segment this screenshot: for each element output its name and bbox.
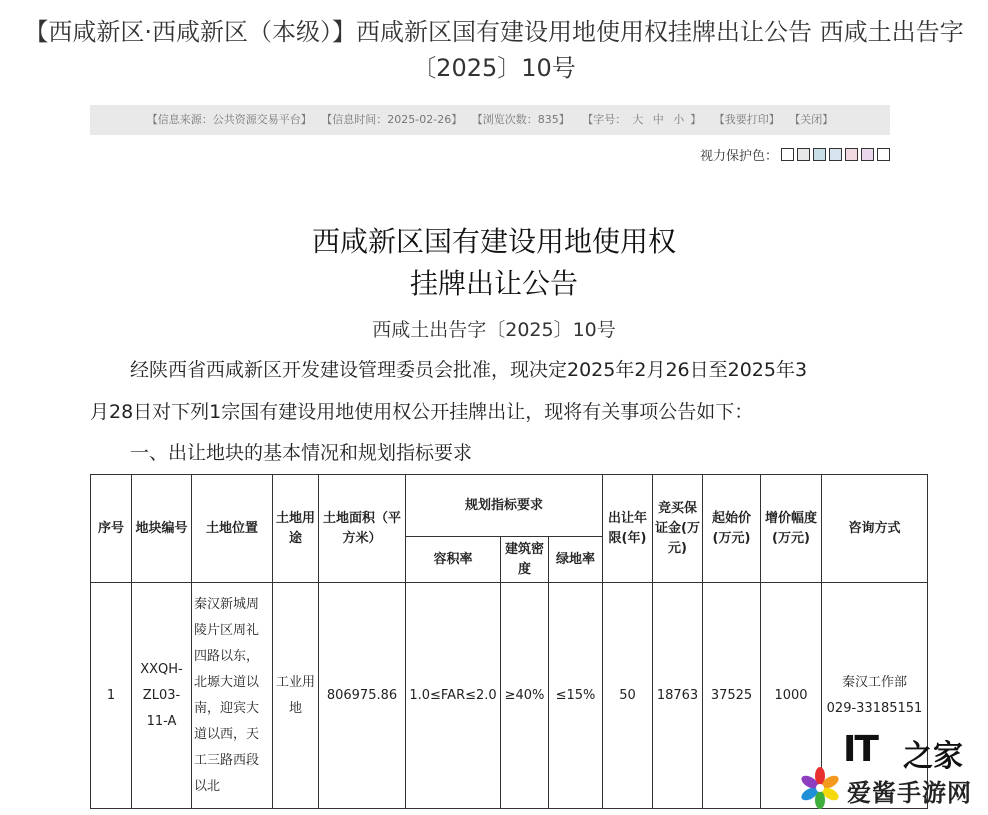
header-use: 土地用途 — [273, 475, 319, 583]
cell-no: 1 — [91, 583, 132, 809]
section-heading-1: 一、出让地块的基本情况和规划指标要求 — [130, 442, 473, 464]
page-title-line2: 〔2025〕10号 — [412, 54, 576, 82]
header-far: 容积率 — [406, 537, 501, 583]
font-size-label: 【字号： — [582, 113, 627, 126]
cell-far: 1.0≤FAR≤2.0 — [406, 583, 501, 809]
color-swatch-purple[interactable] — [861, 148, 874, 161]
doc-subtitle: 西咸土出告字〔2025〕10号 — [372, 319, 616, 341]
header-location: 土地位置 — [192, 475, 273, 583]
color-swatch-pink[interactable] — [845, 148, 858, 161]
color-swatch-lightblue[interactable] — [829, 148, 842, 161]
cell-green: ≤15% — [549, 583, 603, 809]
header-increment: 增价幅度(万元) — [761, 475, 822, 583]
font-large-link[interactable]: 大 — [632, 113, 644, 126]
flower-icon — [797, 765, 843, 811]
cell-location: 秦汉新城周陵片区周礼四路以东，北塬大道以南，迎宾大道以西，天工三路西段以北 — [192, 583, 273, 809]
page-title — [0, 14, 988, 86]
doc-title-line1: 西咸新区国有建设用地使用权 — [311, 225, 676, 258]
close-link[interactable]: 【关闭】 — [789, 113, 834, 126]
cell-increment: 1000 — [761, 583, 822, 809]
cell-density: ≥40% — [501, 583, 549, 809]
cell-use: 工业用地 — [273, 583, 319, 809]
header-deposit: 竞买保证金(万元) — [653, 475, 703, 583]
color-swatch-gray[interactable] — [797, 148, 810, 161]
intro-paragraph-line1: 经陕西省西咸新区开发建设管理委员会批准，现决定2025年2月26日至2025年3 — [130, 359, 808, 381]
font-size-control — [579, 113, 704, 126]
header-contact: 咨询方式 — [822, 475, 928, 583]
header-planning: 规划指标要求 — [406, 475, 603, 537]
cell-code: XXQH-ZL03-11-A — [132, 583, 192, 809]
info-views: 【浏览次数：835】 — [471, 113, 570, 126]
font-medium-link[interactable]: 中 — [652, 113, 664, 126]
header-start-price: 起始价(万元) — [703, 475, 761, 583]
color-swatch-white[interactable] — [781, 148, 794, 161]
print-link[interactable]: 【我要打印】 — [713, 113, 780, 126]
color-swatch-default[interactable] — [877, 148, 890, 161]
doc-title-line2: 挂牌出让公告 — [409, 267, 578, 300]
header-years: 出让年限(年) — [603, 475, 653, 583]
cell-area: 806975.86 — [319, 583, 406, 809]
header-density: 建筑密度 — [501, 537, 549, 583]
cell-years: 50 — [603, 583, 653, 809]
info-time: 【信息时间：2025-02-26】 — [321, 113, 463, 126]
watermark-site: 爱酱手游网 — [847, 779, 972, 807]
cell-start-price: 37525 — [703, 583, 761, 809]
watermark-logo — [795, 725, 985, 810]
header-area: 土地面积（平方米） — [319, 475, 406, 583]
cell-deposit: 18763 — [653, 583, 703, 809]
intro-paragraph-line2: 月28日对下列1宗国有建设用地使用权公开挂牌出让，现将有关事项公告如下： — [90, 401, 754, 423]
info-bar — [90, 105, 890, 135]
watermark-brand-tail: 之家 — [903, 739, 963, 774]
font-small-link[interactable]: 小 — [673, 113, 685, 126]
info-source: 【信息来源：公共资源交易平台】 — [146, 113, 312, 126]
header-no: 序号 — [91, 475, 132, 583]
header-green: 绿地率 — [549, 537, 603, 583]
watermark-brand: IT — [843, 729, 877, 770]
color-swatch-blue[interactable] — [813, 148, 826, 161]
header-code: 地块编号 — [132, 475, 192, 583]
contact-dept: 秦汉工作部 — [841, 674, 907, 690]
vision-label: 视力保护色： — [699, 149, 778, 164]
page-title-line1: 【西咸新区·西咸新区（本级）】西咸新区国有建设用地使用权挂牌出让公告 西咸土出告字 — [24, 18, 964, 46]
contact-phone: 029-33185151 — [826, 700, 923, 716]
font-size-suffix: 】 — [690, 113, 702, 126]
vision-protect-colors — [700, 145, 890, 164]
